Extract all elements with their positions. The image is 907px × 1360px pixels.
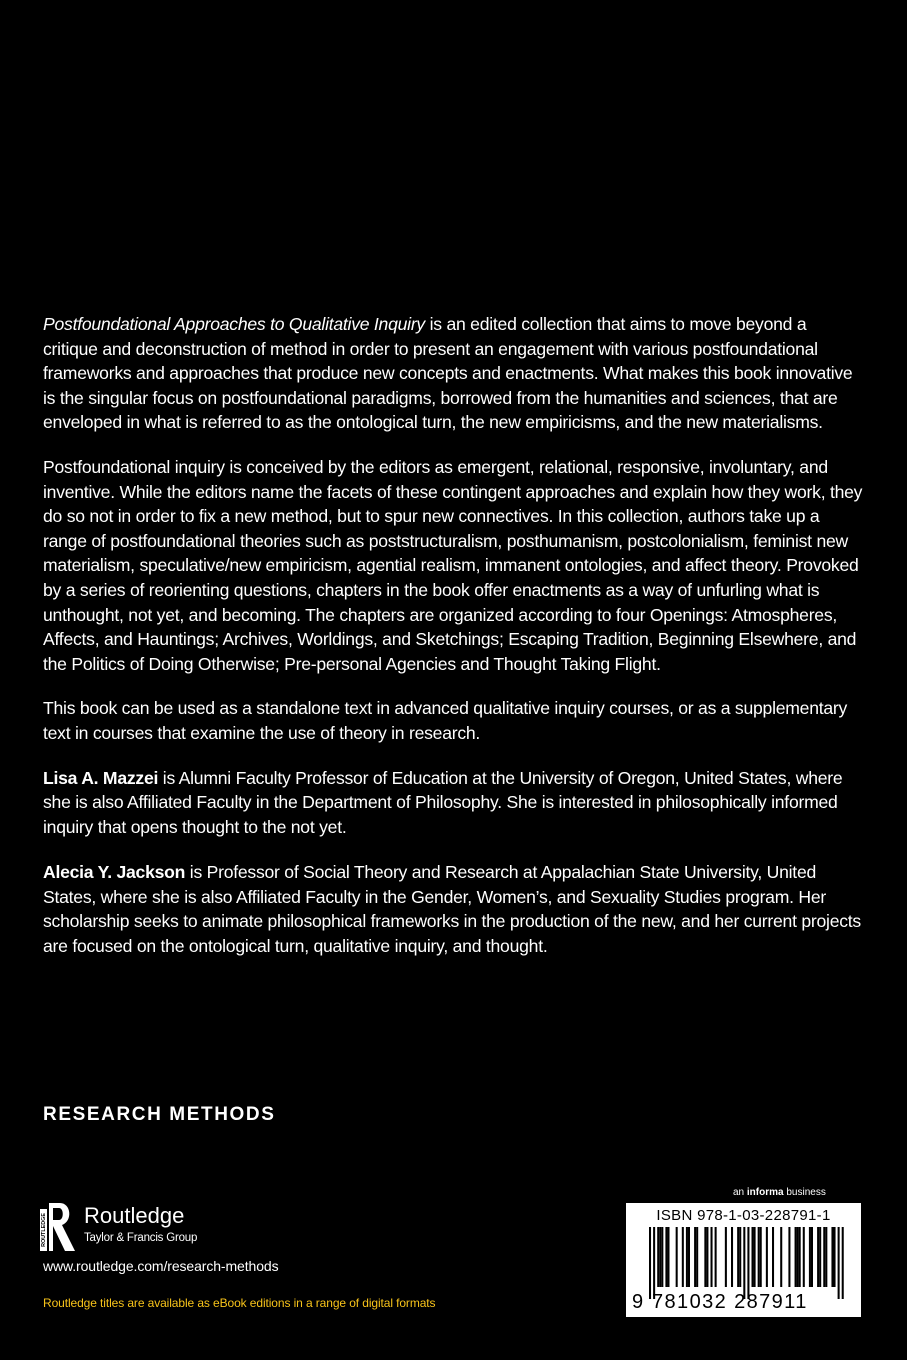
barcode-bar: [649, 1227, 651, 1299]
barcode-bar: [665, 1227, 667, 1287]
barcode-bar: [688, 1227, 690, 1287]
ebook-note: Routledge titles are available as eBook editions in a range of digital formats: [43, 1296, 436, 1310]
book-title: Postfoundational Approaches to Qualitative Inquiry: [43, 314, 425, 334]
barcode-bar: [752, 1227, 754, 1287]
author-bio-jackson: [43, 860, 865, 958]
barcode-bar: [838, 1227, 840, 1299]
routledge-logo: [40, 1199, 250, 1255]
barcode-bar: [659, 1227, 661, 1287]
barcode-bar: [788, 1227, 790, 1287]
author-name: Alecia Y. Jackson: [43, 862, 186, 883]
barcode-bar: [737, 1227, 739, 1287]
barcode-bar: [704, 1227, 706, 1287]
barcode-bar: [754, 1227, 756, 1287]
back-cover-blurb: [43, 312, 865, 980]
barcode-bar: [747, 1227, 749, 1299]
barcode-bar: [743, 1227, 745, 1299]
barcode-bar: [758, 1227, 760, 1287]
barcode-bar: [667, 1227, 669, 1287]
barcode-bar: [811, 1227, 813, 1287]
isbn-text: ISBN 978-1-03-228791-1: [656, 1207, 831, 1224]
barcode-bar: [682, 1227, 684, 1287]
subject-category: RESEARCH METHODS: [43, 1104, 276, 1125]
publisher-url[interactable]: www.routledge.com/research-methods: [43, 1258, 279, 1274]
isbn-barcode: [626, 1203, 861, 1317]
blurb-paragraph-intro: [43, 312, 865, 435]
author-bio-text: is Alumni Faculty Professor of Education at the University of Oregon, United States, where she is also Affiliated Faculty in the Department of Philosophy. She is interested in philosophically informed inquiry that opens thought to the not yet.: [43, 767, 843, 837]
barcode-bar: [686, 1227, 688, 1287]
barcode-bar: [766, 1227, 768, 1287]
barcode-bar: [842, 1227, 844, 1299]
blurb-paragraph-inquiry: Postfoundational inquiry is conceived by the editors as emergent, relational, responsive, involuntary, and inventive. While the editors name the facets of these contingent approaches and explain how they work, they do so not in order to fix a new method, but to spur new connectives. In this collection, authors take up a range of postfoundational theories such as poststructuralism, posthumanism, postcolonialism, feminist new materialism, speculative/new empiricism, agential realism, immanent ontologies, and affect theory. Provoked by a series of reorienting questions, chapters in the book offer enactments as a way of unfurling what is unthought, not yet, and becoming. The chapters are organized according to four Openings: Atmospheres, Affects, and Hauntings; Archives, Worldings, and Sketchings; Escaping Tradition, Beginning Elsewhere, and the Politics of Doing Otherwise; Pre-personal Agencies and Thought Taking Flight.: [43, 456, 863, 674]
informa-brand: informa: [746, 1187, 784, 1198]
barcode-bar: [795, 1227, 797, 1287]
author-bio-text: is Professor of Social Theory and Research at Appalachian State University, United States, where she is also Affiliated Faculty in the Gender, Women’s, and Sexuality Studies program. Her scholarship seeks to animate philosophical frameworks in the production of the new, and her current projects are focused on the ontological turn, qualitative inquiry, and thought.: [43, 862, 861, 957]
barcode-bar: [731, 1227, 733, 1287]
barcode-bar: [834, 1227, 836, 1287]
barcode-first-digit: 9: [632, 1291, 644, 1313]
barcode-bar: [823, 1227, 825, 1287]
informa-suffix: business: [783, 1187, 826, 1198]
barcode-bar: [715, 1227, 717, 1287]
blurb-paragraph-usage: This book can be used as a standalone text in advanced qualitative inquiry courses, or as a supplementary text in courses that examine the use of theory in research.: [43, 698, 848, 743]
barcode-bar: [739, 1227, 741, 1287]
barcode-bar: [661, 1227, 663, 1287]
barcode-bar: [694, 1227, 696, 1287]
author-name: Lisa A. Mazzei: [43, 767, 159, 788]
publisher-name: Routledge: [84, 1203, 185, 1228]
barcode-bar: [772, 1227, 774, 1287]
routledge-logo-icon: [40, 1199, 76, 1255]
informa-business-note: [733, 1187, 826, 1199]
svg-text:ROUTLEDGE: ROUTLEDGE: [40, 1213, 47, 1247]
barcode-bar: [653, 1227, 655, 1299]
barcode-bar: [809, 1227, 811, 1287]
barcode-bar: [696, 1227, 698, 1287]
blurb-intro-text: is an edited collection that aims to move beyond a critique and deconstruction of method in order to present an engagement with various postfoundational frameworks and approaches that produce new concepts and enactments. What makes this book innovative is the singular focus on postfoundational paradigms, borrowed from the humanities and sciences, that are enveloped in what is referred to as the ontological turn, the new empiricisms, and the new materialisms.: [43, 314, 853, 433]
barcode-bar: [780, 1227, 782, 1287]
barcode-bar: [825, 1227, 827, 1287]
informa-prefix: an: [733, 1187, 747, 1198]
barcode-bar: [799, 1227, 801, 1287]
author-bio-mazzei: [43, 766, 865, 840]
barcode-digits: 781032 287911: [652, 1291, 808, 1313]
barcode-bar: [817, 1227, 819, 1287]
barcode-bar: [831, 1227, 833, 1287]
barcode-bar: [760, 1227, 762, 1287]
barcode-bar: [706, 1227, 708, 1287]
barcode-bar: [797, 1227, 799, 1287]
publisher-group: Taylor & Francis Group: [84, 1232, 198, 1244]
barcode-bar: [725, 1227, 727, 1287]
barcode-bar: [657, 1227, 659, 1287]
barcode-bar: [803, 1227, 805, 1287]
barcode-bar: [819, 1227, 821, 1287]
barcode-bar: [711, 1227, 713, 1287]
barcode-bar: [676, 1227, 678, 1287]
